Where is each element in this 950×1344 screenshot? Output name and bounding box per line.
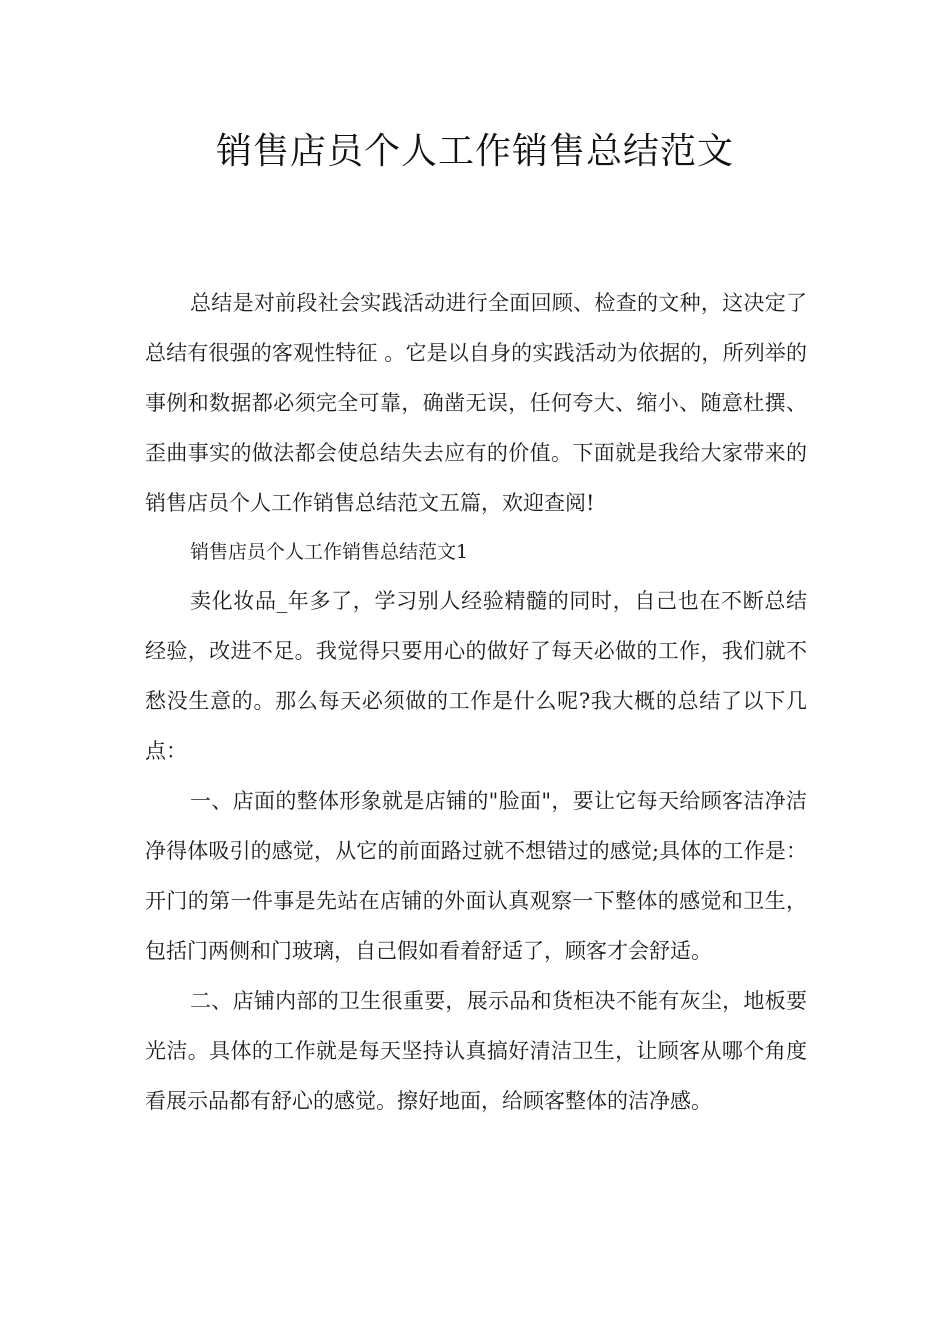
intro-paragraph: 总结是对前段社会实践活动进行全面回顾、检查的文种，这决定了总结有很强的客观性特征 。它是以自身的实践活动为依据的，所列举的事例和数据都必须完全可靠，确凿无误，任何夸大、缩小、随意杜撰、歪曲事实的做法都会使总结失去应有的价值。下面就是我给大家带来的销售店员个人工作销售总结范文五篇，欢迎查阅!	[145, 291, 807, 515]
section-heading: 销售店员个人工作销售总结范文1	[190, 541, 469, 563]
body-paragraph: 二、店铺内部的卫生很重要，展示品和货柜决不能有灰尘，地板要光洁。具体的工作就是每天坚持认真搞好清洁卫生，让顾客从哪个角度看展示品都有舒心的感觉。擦好地面，给顾客整体的洁净感。	[145, 989, 807, 1113]
document-title: 销售店员个人工作销售总结范文	[215, 131, 734, 172]
body-paragraph: 卖化妆品_年多了，学习别人经验精髓的同时，自己也在不断总结经验，改进不足。我觉得只要用心的做好了每天必做的工作，我们就不愁没生意的。那么每天必须做的工作是什么呢?我大概的总结了以下几点：	[145, 589, 807, 763]
document-body	[145, 278, 807, 1126]
body-paragraph: 一、店面的整体形象就是店铺的"脸面"，要让它每天给顾客洁净洁净得体吸引的感觉，从它的前面路过就不想错过的感觉;具体的工作是：开门的第一件事是先站在店铺的外面认真观察一下整体的感觉和卫生，包括门两侧和门玻璃，自己假如看着舒适了，顾客才会舒适。	[145, 789, 807, 963]
